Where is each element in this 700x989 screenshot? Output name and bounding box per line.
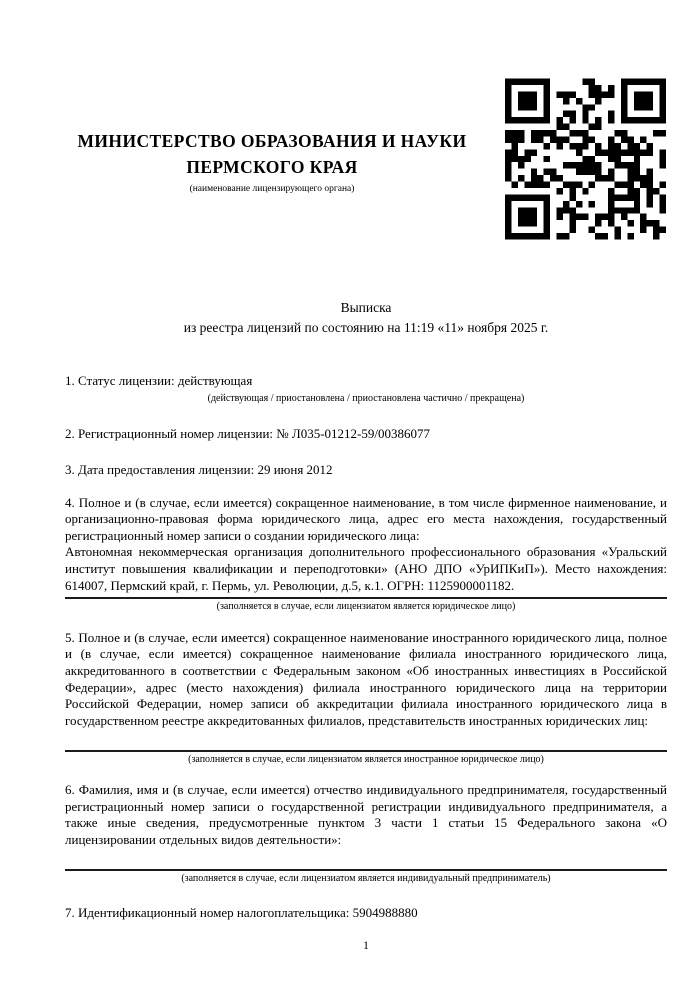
item-entrepreneur-label: 6. Фамилия, имя и (в случае, если имеется) отчество индивидуального предпринимателя, государственный регистрационный номер записи о государственной регистрации индивидуального предпринимателя, а также иные сведения, предусмотренные пунктом 3 части 1 статьи 15 Федерального закона «О лицензировании отдельных видов деятельности»: bbox=[65, 782, 667, 847]
item-foreign-entity-caption: (заполняется в случае, если лицензиатом является иностранное юридическое лицо) bbox=[188, 753, 544, 765]
item-registration-number: 2. Регистрационный номер лицензии: № Л035-01212-59/00386077 bbox=[65, 426, 431, 442]
item-legal-entity-value: Автономная некоммерческая организация дополнительного профессионального образования «Уральский институт повышения квалификации и переподготовки» (АНО ДПО «УрИПКиП»). Место нахождения: 614007, Пермский край, г. Пермь, ул. Революции, д.5, к.1. ОГРН: 1125900001182. bbox=[65, 544, 667, 593]
legal-entity-divider bbox=[65, 597, 667, 599]
item-legal-entity-label: 4. Полное и (в случае, если имеется) сокращенное наименование, в том числе фирменное наименование, и организационно-правовая форма юридического лица, адрес его места нахождения, государственный регистрационный номер записи о создании юридического лица: bbox=[65, 494, 667, 543]
ministry-name-block bbox=[52, 128, 492, 195]
item-foreign-entity-label: 5. Полное и (в случае, если имеется) сокращенное наименование иностранного юридического лица, полное и (в случае, если имеется) сокращенное наименование филиала иностранного юридического лица, аккредитованного в соответствии с Федеральным законом «Об иностранных инвестициях в Российской Федерации», адрес (место нахождения) филиала иностранного юридического лица на территории Российской Федерации, номер записи об аккредитации филиала иностранного юридического лица в государственном реестре аккредитованных филиалов, представительств иностранных юридических лиц: bbox=[65, 629, 667, 728]
item-entrepreneur-caption: (заполняется в случае, если лицензиатом является индивидуальный предприниматель) bbox=[181, 872, 551, 884]
item-taxpayer-number: 7. Идентификационный номер налогоплательщика: 5904988880 bbox=[65, 905, 418, 920]
document-header bbox=[0, 0, 700, 240]
ministry-caption: (наименование лицензирующего органа) bbox=[189, 183, 355, 194]
document-title-line1: Выписка bbox=[340, 300, 392, 315]
item-license-status-caption: (действующая / приостановлена / приостановлена частично / прекращена) bbox=[207, 392, 525, 404]
item-license-status: 1. Статус лицензии: действующая bbox=[65, 373, 253, 389]
entrepreneur-divider bbox=[65, 869, 667, 871]
item-legal-entity-caption: (заполняется в случае, если лицензиатом является юридическое лицо) bbox=[216, 601, 516, 613]
ministry-name: МИНИСТЕРСТВО ОБРАЗОВАНИЯ И НАУКИ ПЕРМСКОГО КРАЯ bbox=[77, 131, 467, 178]
document-title bbox=[65, 298, 667, 337]
item-grant-date: 3. Дата предоставления лицензии: 29 июня 2012 bbox=[65, 461, 333, 477]
foreign-entity-divider bbox=[65, 750, 667, 752]
qr-code-icon bbox=[505, 78, 666, 240]
document-body bbox=[0, 298, 700, 953]
page-number: 1 bbox=[363, 937, 369, 952]
document-title-line2: из реестра лицензий по состоянию на 11:19 «11» ноября 2025 г. bbox=[183, 319, 549, 335]
